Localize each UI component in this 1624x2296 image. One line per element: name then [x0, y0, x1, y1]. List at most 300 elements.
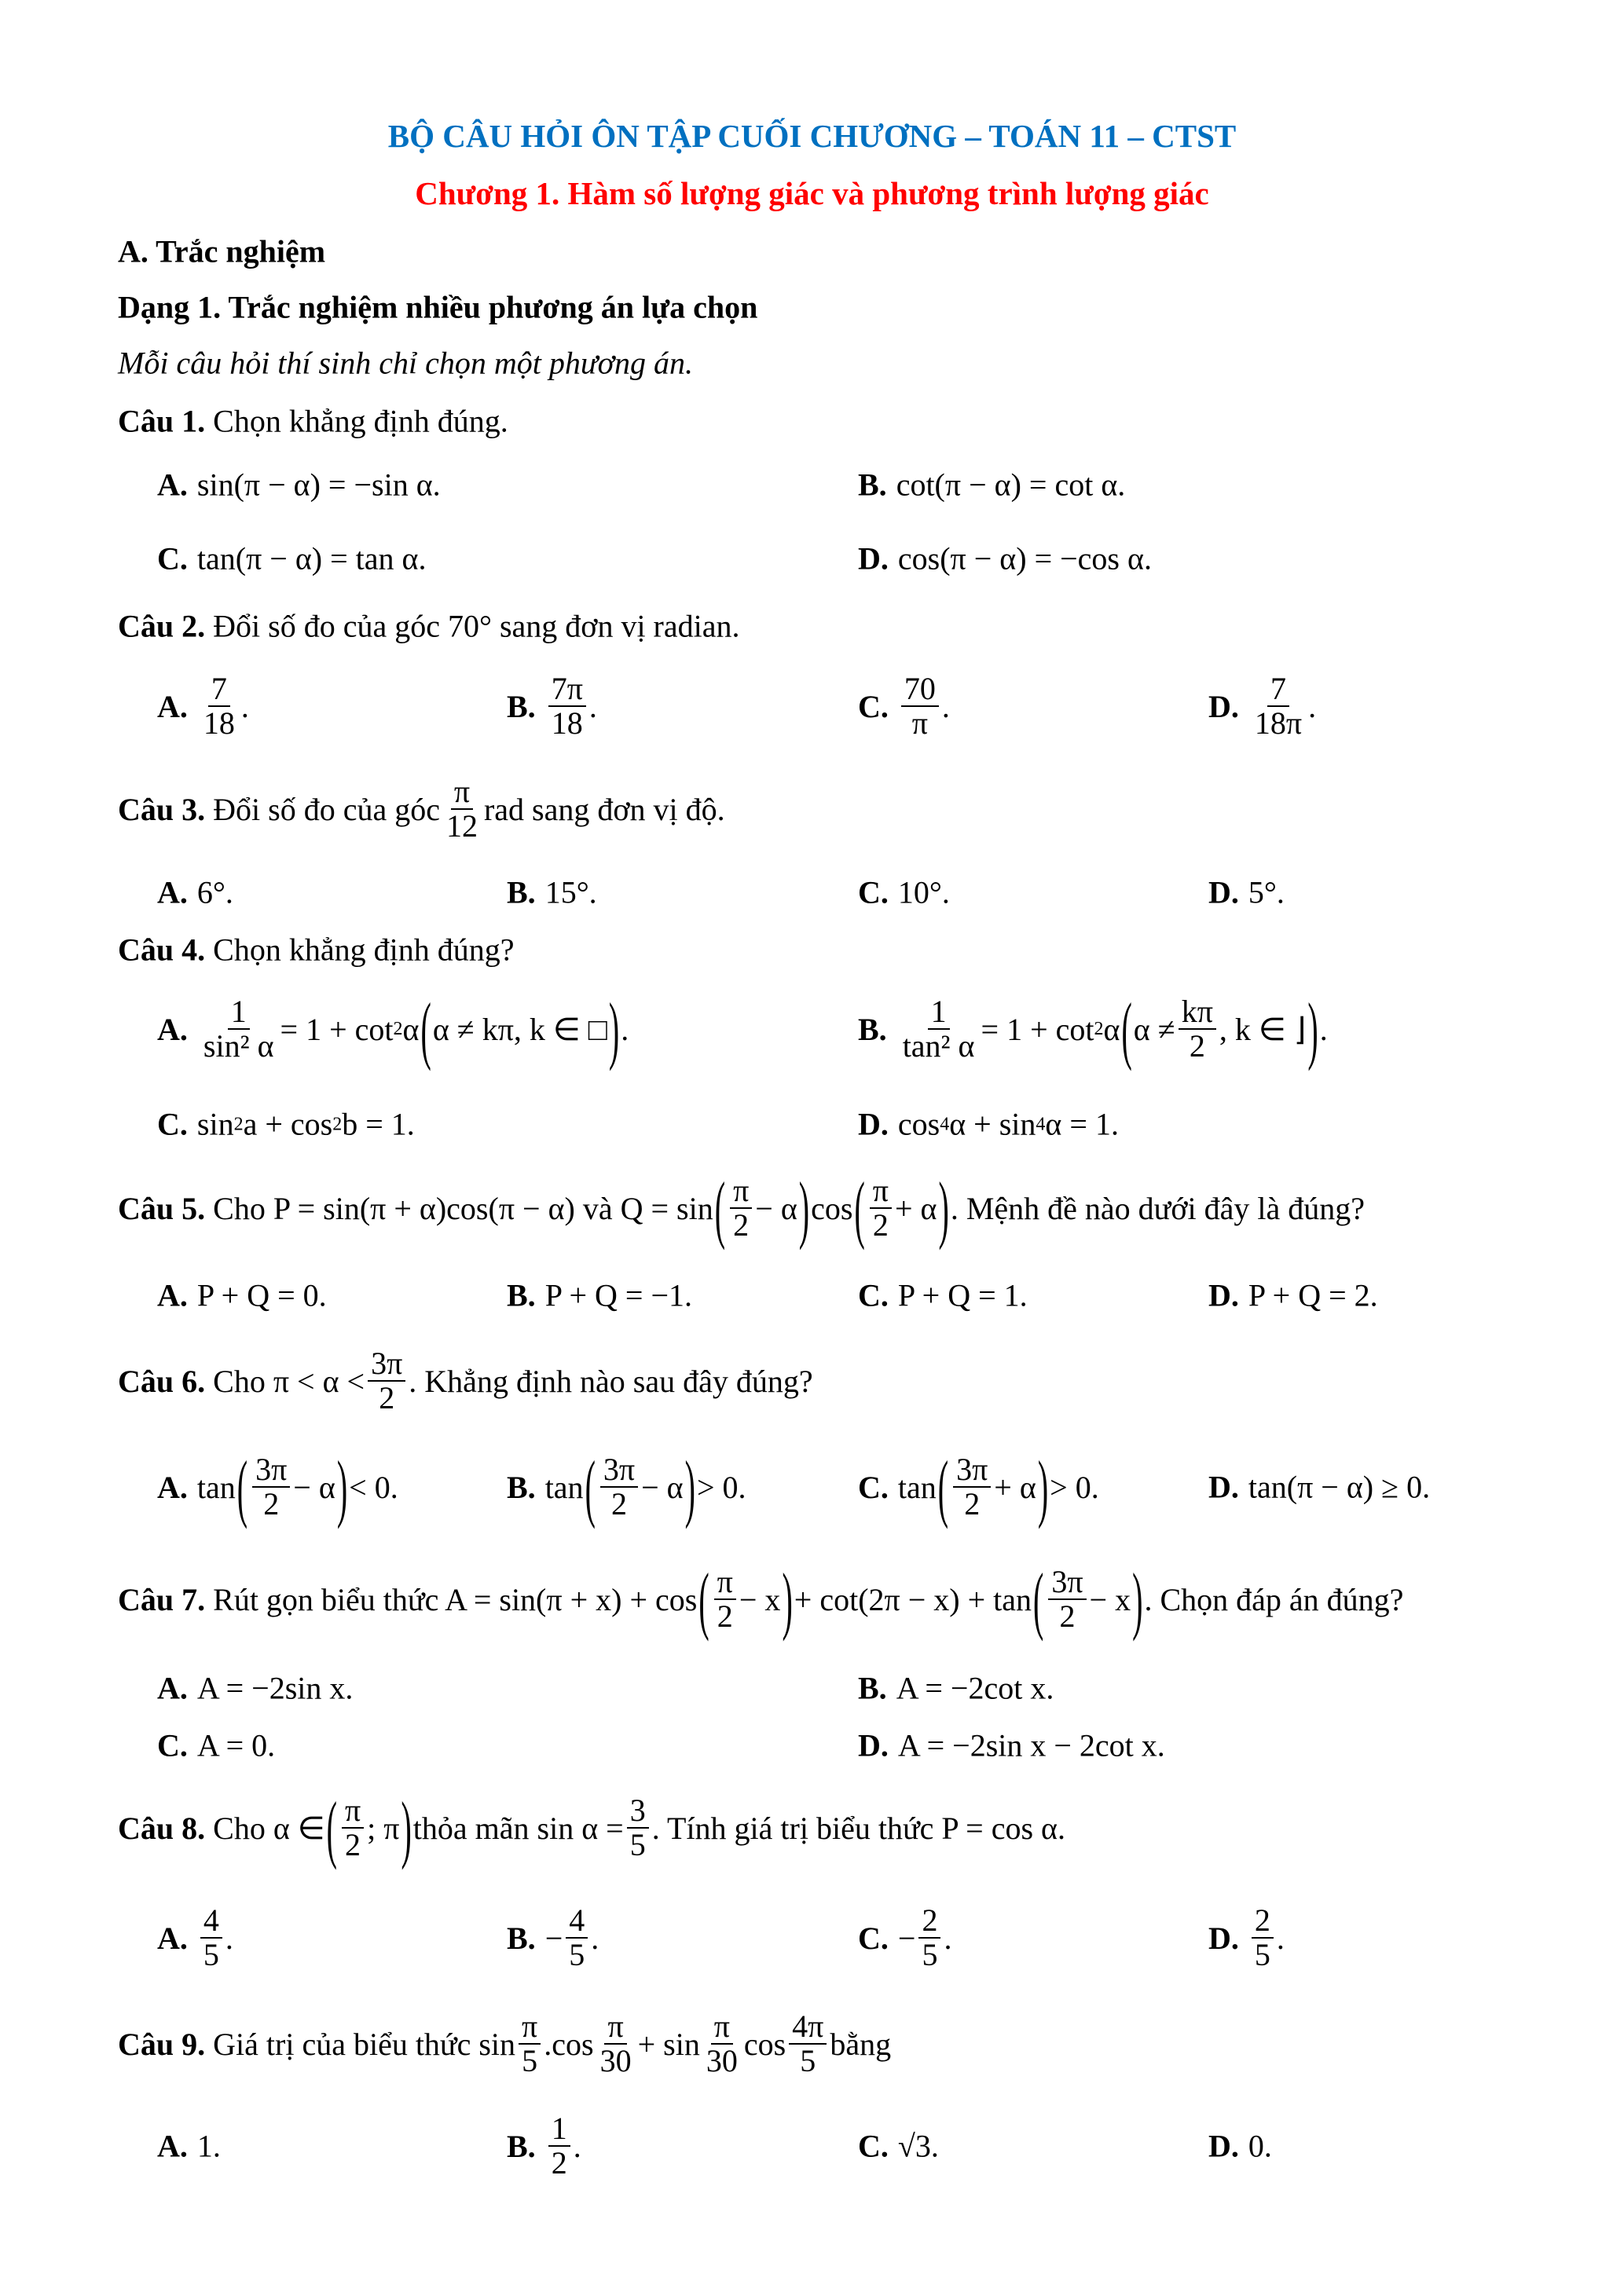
option-label: D.: [1208, 2128, 1239, 2164]
fraction-denominator: 2: [263, 1486, 280, 1522]
math-expression: [197, 1727, 275, 1764]
fraction: [200, 672, 238, 740]
fraction-denominator: 2: [551, 2145, 567, 2181]
fraction-denominator: 5: [203, 1937, 219, 1972]
math-expression: [898, 874, 950, 911]
math-text: Chọn khẳng định đúng?: [213, 932, 515, 968]
fraction-numerator: π: [714, 1565, 736, 1600]
math-expression: [213, 1557, 1404, 1642]
math-text: α + sin: [949, 1106, 1036, 1142]
math-text: Đổi số đo của góc 70° sang đơn vị radian.: [213, 608, 740, 644]
fraction: [901, 672, 939, 740]
big-parenthesis: (: [854, 1166, 865, 1251]
math-expression: [213, 932, 514, 969]
fraction-numerator: π: [730, 1174, 752, 1209]
option-label: C.: [858, 1920, 889, 1956]
fraction-numerator: 4: [566, 1904, 588, 1939]
question-label: Câu 4.: [118, 932, 206, 968]
fraction-numerator: 2: [1252, 1904, 1274, 1939]
math-text: sin(π − α) = −sin α.: [196, 467, 441, 503]
option-label: B.: [858, 1670, 887, 1706]
answer-option[interactable]: [858, 672, 950, 740]
option-label: B.: [507, 1469, 536, 1505]
math-text: < 0.: [349, 1469, 398, 1505]
math-text: −: [544, 1920, 563, 1956]
option-label: A.: [157, 688, 188, 724]
option-label: C.: [858, 874, 889, 910]
fraction: [519, 2010, 541, 2078]
answer-option[interactable]: [157, 987, 629, 1071]
math-text: P + Q = 0.: [196, 1277, 327, 1313]
big-parenthesis: (: [326, 1785, 337, 1870]
math-text: Rút gọn biểu thức A = sin(π + x) + cos: [213, 1581, 698, 1617]
fraction: [600, 1453, 638, 1521]
big-parenthesis: ): [1132, 1557, 1143, 1642]
math-text: .: [941, 688, 950, 724]
option-label: A.: [157, 1277, 188, 1313]
answer-option[interactable]: [157, 672, 249, 740]
fraction-denominator: 2: [1189, 1028, 1205, 1064]
answer-option[interactable]: [858, 1445, 1099, 1529]
option-label: C.: [858, 1469, 889, 1505]
fraction-numerator: π: [870, 1174, 892, 1209]
option-label: C.: [858, 2128, 889, 2164]
math-text: − x: [1089, 1581, 1131, 1617]
math-text: + sin: [637, 2026, 700, 2062]
fraction-numerator: 7: [208, 672, 230, 707]
answer-option[interactable]: [1208, 672, 1316, 740]
math-expression: [197, 874, 233, 911]
math-text: .: [591, 1920, 599, 1956]
document-title: BỘ CÂU HỎI ÔN TẬP CUỐI CHƯƠNG – TOÁN 11 – CTST: [387, 118, 1237, 154]
math-expression: [197, 2128, 221, 2165]
math-text: .: [1276, 1920, 1285, 1956]
big-parenthesis: (: [420, 987, 431, 1071]
question-label: Câu 5.: [118, 1190, 206, 1226]
math-expression: [1248, 1904, 1285, 1972]
fraction: [1179, 995, 1216, 1063]
fraction: [1048, 1565, 1086, 1633]
math-text: .: [573, 2128, 581, 2164]
fraction-denominator: 2: [733, 1207, 750, 1243]
answer-option[interactable]: [507, 2112, 581, 2180]
math-expression: $\frac{1}{\text{sin² α}}$ = 1 + cot 2 α ( α ≠ kπ, k ∈ □ ) .: [197, 995, 629, 1063]
math-expression: [197, 1904, 233, 1972]
math-expression: [213, 608, 739, 645]
option-label: C.: [157, 540, 188, 577]
fraction-numerator: 3π: [600, 1453, 638, 1488]
math-text: bằng: [830, 2026, 892, 2062]
math-expression: [1248, 1277, 1378, 1314]
fraction-numerator: π: [711, 2010, 733, 2045]
answer-option[interactable]: [858, 540, 1152, 577]
fraction-denominator: 30: [706, 2043, 738, 2078]
math-text: ; π: [367, 1810, 400, 1846]
math-text: 5°.: [1248, 874, 1285, 910]
fraction-denominator: 5: [1254, 1937, 1270, 1972]
math-expression: [898, 2128, 939, 2165]
question-type-heading: Dạng 1. Trắc nghiệm nhiều phương án lựa chọn: [118, 289, 758, 325]
big-parenthesis: ): [684, 1445, 695, 1529]
math-text: − x: [739, 1581, 781, 1617]
fraction-numerator: 3: [627, 1794, 649, 1829]
fraction-denominator: 2: [610, 1486, 627, 1522]
math-text: − α: [641, 1469, 684, 1505]
big-parenthesis: (: [1121, 987, 1132, 1071]
math-text: Đổi số đo của góc: [213, 791, 440, 827]
math-text: .: [588, 688, 597, 724]
math-expression: [898, 1904, 952, 1972]
math-text: cot(π − α) = cot α.: [896, 467, 1126, 503]
answer-option[interactable]: [157, 1106, 415, 1143]
math-text: . Mệnh đề nào dưới đây là đúng?: [950, 1190, 1365, 1226]
math-text: Cho α ∈: [213, 1810, 325, 1846]
math-text: = 1 + cot: [280, 1011, 394, 1047]
answer-option[interactable]: [157, 1277, 327, 1314]
math-expression: [213, 403, 508, 440]
math-text: 15°.: [544, 874, 597, 910]
fraction: [200, 995, 277, 1063]
question-stem: [118, 403, 508, 440]
fraction: [1252, 672, 1305, 740]
fraction: [597, 2010, 635, 2078]
answer-option[interactable]: [1208, 2128, 1272, 2165]
fraction-numerator: π: [604, 2010, 626, 2045]
math-expression: [898, 1727, 1165, 1764]
question-stem: [118, 1347, 813, 1415]
answer-option[interactable]: [858, 1106, 1119, 1143]
question-stem: [118, 1557, 1404, 1642]
math-text: α = 1.: [1045, 1106, 1119, 1142]
math-expression: [213, 2010, 891, 2078]
fraction: [566, 1904, 588, 1972]
big-parenthesis: ): [798, 1166, 810, 1251]
fraction-denominator: tan² α: [902, 1028, 975, 1064]
answer-option[interactable]: [858, 1670, 1054, 1707]
option-label: C.: [858, 688, 889, 724]
option-label: A.: [157, 1920, 188, 1956]
fraction-numerator: 4: [200, 1904, 222, 1939]
math-expression: $\frac{1}{\text{tan² α}}$ = 1 + cot 2 α ( α ≠ $\frac{k\pi}{2}$ , k ∈ ⌋ ) .: [896, 995, 1328, 1063]
fraction-denominator: 18: [203, 705, 235, 741]
fraction: [900, 995, 978, 1063]
fraction-denominator: 2: [345, 1827, 361, 1862]
answer-option[interactable]: [157, 874, 233, 911]
answer-option[interactable]: [1208, 1277, 1378, 1314]
fraction-numerator: 1: [228, 995, 250, 1030]
math-text: tan: [196, 1469, 236, 1505]
math-text: thỏa mãn sin α =: [412, 1810, 624, 1846]
answer-option[interactable]: [858, 987, 1328, 1071]
answer-option[interactable]: [858, 2128, 939, 2165]
fraction-denominator: 2: [872, 1207, 889, 1243]
math-text: tan(π − α) ≥ 0.: [1248, 1469, 1431, 1505]
fraction-numerator: 70: [901, 672, 939, 707]
math-text: P + Q = −1.: [544, 1277, 693, 1313]
math-expression: sin 2 a + cos 2 b = 1.: [196, 1106, 415, 1142]
math-text: . Tính giá trị biểu thức P = cos α.: [651, 1810, 1065, 1846]
math-text: .: [240, 688, 249, 724]
math-text: > 0.: [696, 1469, 746, 1505]
math-text: .cos: [544, 2026, 594, 2062]
math-text: . Chọn đáp án đúng?: [1144, 1581, 1404, 1617]
answer-option[interactable]: [157, 1445, 398, 1529]
fraction-denominator: π: [911, 705, 928, 741]
option-label: B.: [507, 688, 536, 724]
fraction: [730, 1174, 752, 1242]
math-text: + cot(2π − x) + tan: [794, 1581, 1032, 1617]
fraction-denominator: 30: [599, 2043, 632, 2078]
math-text: tan(π − α) = tan α.: [196, 540, 427, 577]
math-expression: [197, 672, 249, 740]
math-text: .: [225, 1920, 233, 1956]
option-label: A.: [157, 1011, 188, 1047]
fraction-denominator: 2: [1059, 1598, 1076, 1634]
question-label: Câu 2.: [118, 608, 206, 644]
answer-option[interactable]: [858, 874, 950, 911]
option-label: D.: [1208, 1920, 1239, 1956]
math-text: b = 1.: [342, 1106, 415, 1142]
answer-option[interactable]: [858, 467, 1125, 504]
fraction: [1252, 1904, 1274, 1972]
math-text: P + Q = 2.: [1248, 1277, 1378, 1313]
math-expression: [545, 2112, 581, 2180]
math-text: A = 0.: [196, 1727, 276, 1763]
fraction-numerator: 3π: [252, 1453, 290, 1488]
math-text: .: [1319, 1011, 1328, 1047]
math-expression: [545, 1277, 692, 1314]
answer-option[interactable]: [157, 1727, 275, 1764]
answer-option[interactable]: [1208, 1904, 1285, 1972]
math-text: − α: [293, 1469, 335, 1505]
fraction: [368, 1347, 405, 1415]
fraction: [342, 1794, 364, 1862]
math-text: cos(π − α) = −cos α.: [897, 540, 1152, 577]
math-expression: [197, 1670, 353, 1707]
math-text: , k ∈ ⌋: [1219, 1011, 1307, 1047]
fraction-numerator: π: [342, 1794, 364, 1829]
math-expression: cos 4 α + sin 4 α = 1.: [897, 1106, 1119, 1142]
option-label: D.: [1208, 688, 1239, 724]
big-parenthesis: (: [937, 1445, 949, 1529]
math-text: cos: [743, 2026, 786, 2062]
math-expression: [1248, 2128, 1272, 2165]
math-text: P + Q = 1.: [897, 1277, 1028, 1313]
math-text: α: [402, 1011, 420, 1047]
math-expression: [213, 1785, 1065, 1870]
answer-option[interactable]: [507, 672, 597, 740]
fraction-denominator: 5: [629, 1827, 646, 1862]
question-stem: [118, 1166, 1365, 1251]
math-expression: [213, 1166, 1365, 1251]
big-parenthesis: ): [336, 1445, 348, 1529]
section-heading: A. Trắc nghiệm: [118, 233, 326, 269]
fraction-numerator: π: [519, 2010, 541, 2045]
fraction: [200, 1904, 222, 1972]
option-label: D.: [858, 1727, 889, 1763]
option-label: A.: [157, 1469, 188, 1505]
fraction-numerator: 3π: [1048, 1565, 1086, 1600]
big-parenthesis: (: [585, 1445, 596, 1529]
math-text: α ≠ kπ, k ∈ □: [432, 1011, 607, 1047]
question-stem: [118, 932, 514, 969]
math-text: tan: [544, 1469, 584, 1505]
math-text: A = −2sin x.: [196, 1670, 354, 1706]
math-expression: [896, 1670, 1054, 1707]
fraction-numerator: 3π: [368, 1347, 405, 1382]
math-expression: [196, 1445, 398, 1529]
question-label: Câu 8.: [118, 1810, 206, 1846]
answer-option[interactable]: [1208, 874, 1285, 911]
option-label: C.: [858, 1277, 889, 1313]
fraction: [703, 2010, 741, 2078]
question-stem: [118, 1785, 1065, 1870]
math-text: 0.: [1248, 2128, 1272, 2164]
math-text: + α: [894, 1190, 937, 1226]
math-expression: [545, 874, 597, 911]
math-text: 6°.: [196, 874, 233, 910]
math-text: cos: [897, 1106, 940, 1142]
math-expression: [896, 467, 1126, 504]
fraction-denominator: 5: [569, 1937, 585, 1972]
math-expression: [897, 1445, 1099, 1529]
answer-option[interactable]: [507, 1904, 599, 1972]
option-label: B.: [507, 874, 536, 910]
option-label: A.: [157, 467, 188, 503]
math-text: 1.: [196, 2128, 221, 2164]
option-label: D.: [1208, 1277, 1239, 1313]
question-label: Câu 6.: [118, 1363, 206, 1399]
math-text: A = −2sin x − 2cot x.: [897, 1727, 1165, 1763]
question-label: Câu 3.: [118, 791, 206, 827]
answer-option[interactable]: [157, 540, 427, 577]
fraction-numerator: 7π: [548, 672, 586, 707]
fraction-numerator: 1: [548, 2112, 570, 2147]
math-expression: [545, 672, 597, 740]
math-text: sin: [196, 1106, 234, 1142]
option-label: B.: [507, 2128, 536, 2164]
big-parenthesis: (: [698, 1557, 709, 1642]
instruction-text: Mỗi câu hỏi thí sinh chỉ chọn một phương án.: [118, 345, 693, 381]
math-text: √3.: [897, 2128, 939, 2164]
answer-option[interactable]: [507, 1277, 692, 1314]
math-text: .: [621, 1011, 629, 1047]
fraction-numerator: 3π: [953, 1453, 991, 1488]
option-label: D.: [1208, 874, 1239, 910]
fraction-numerator: kπ: [1179, 995, 1216, 1030]
fraction: [714, 1565, 736, 1633]
big-parenthesis: ): [401, 1785, 412, 1870]
math-expression: [213, 1347, 813, 1415]
big-parenthesis: (: [1033, 1557, 1044, 1642]
math-text: − α: [755, 1190, 797, 1226]
big-parenthesis: ): [1037, 1445, 1049, 1529]
chapter-heading: Chương 1. Hàm số lượng giác và phương trình lượng giác: [415, 175, 1209, 211]
option-label: D.: [858, 1106, 889, 1142]
fraction-denominator: sin² α: [203, 1028, 274, 1064]
fraction-numerator: 1: [928, 995, 950, 1030]
math-expression: [898, 672, 950, 740]
fraction-denominator: 5: [800, 2043, 816, 2078]
math-text: 10°.: [897, 874, 950, 910]
big-parenthesis: ): [782, 1557, 793, 1642]
fraction-denominator: 5: [922, 1937, 938, 1972]
big-parenthesis: ): [608, 987, 620, 1071]
fraction-denominator: 18: [551, 705, 583, 741]
math-text: Giá trị của biểu thức sin: [213, 2026, 516, 2062]
answer-option[interactable]: [157, 467, 441, 504]
big-parenthesis: ): [938, 1166, 949, 1251]
question-stem: [118, 775, 725, 843]
fraction: [918, 1904, 940, 1972]
fraction-numerator: 2: [918, 1904, 940, 1939]
answer-option[interactable]: [858, 1727, 1165, 1764]
question-label: Câu 7.: [118, 1581, 206, 1617]
math-text: rad sang đơn vị độ.: [483, 791, 725, 827]
math-text: α ≠: [1133, 1011, 1175, 1047]
fraction: [548, 2112, 570, 2180]
math-text: . Khẳng định nào sau đây đúng?: [409, 1363, 813, 1399]
question-stem: [118, 608, 740, 645]
math-expression: [197, 540, 427, 577]
math-text: + α: [994, 1469, 1036, 1505]
question-stem: [118, 2010, 891, 2078]
math-text: .: [944, 1920, 952, 1956]
option-label: C.: [157, 1727, 188, 1763]
answer-option[interactable]: [858, 1277, 1028, 1314]
math-expression: [197, 1277, 327, 1314]
option-label: B.: [507, 1277, 536, 1313]
math-text: A = −2cot x.: [896, 1670, 1054, 1706]
math-text: cos: [811, 1190, 853, 1226]
math-expression: [898, 540, 1152, 577]
fraction: [627, 1794, 649, 1862]
math-text: Chọn khẳng định đúng.: [213, 403, 508, 439]
fraction: [870, 1174, 892, 1242]
math-text: .: [1308, 688, 1317, 724]
fraction: [443, 775, 481, 843]
math-expression: [1248, 672, 1316, 740]
option-label: B.: [507, 1920, 536, 1956]
answer-option[interactable]: [157, 2128, 221, 2165]
fraction-denominator: 2: [964, 1486, 981, 1522]
big-parenthesis: (: [236, 1445, 248, 1529]
math-text: tan: [897, 1469, 937, 1505]
answer-option[interactable]: [157, 1904, 233, 1972]
math-expression: [1248, 1469, 1430, 1506]
answer-option[interactable]: [507, 1445, 746, 1529]
math-expression: [545, 1904, 599, 1972]
math-expression: [1248, 874, 1285, 911]
math-expression: [197, 467, 441, 504]
math-expression: [544, 1445, 746, 1529]
fraction: [789, 2010, 827, 2078]
math-text: α: [1103, 1011, 1120, 1047]
math-text: Cho π < α <: [213, 1363, 365, 1399]
option-label: D.: [858, 540, 889, 577]
answer-option[interactable]: [1208, 1469, 1430, 1506]
option-label: B.: [858, 1011, 887, 1047]
answer-option[interactable]: [507, 874, 597, 911]
math-text: > 0.: [1050, 1469, 1099, 1505]
answer-option[interactable]: [858, 1904, 951, 1972]
math-text: a + cos: [243, 1106, 333, 1142]
big-parenthesis: ): [1307, 987, 1318, 1071]
fraction-numerator: 7: [1267, 672, 1289, 707]
option-label: A.: [157, 1670, 188, 1706]
fraction-denominator: 2: [717, 1598, 733, 1634]
answer-option[interactable]: [157, 1670, 353, 1707]
